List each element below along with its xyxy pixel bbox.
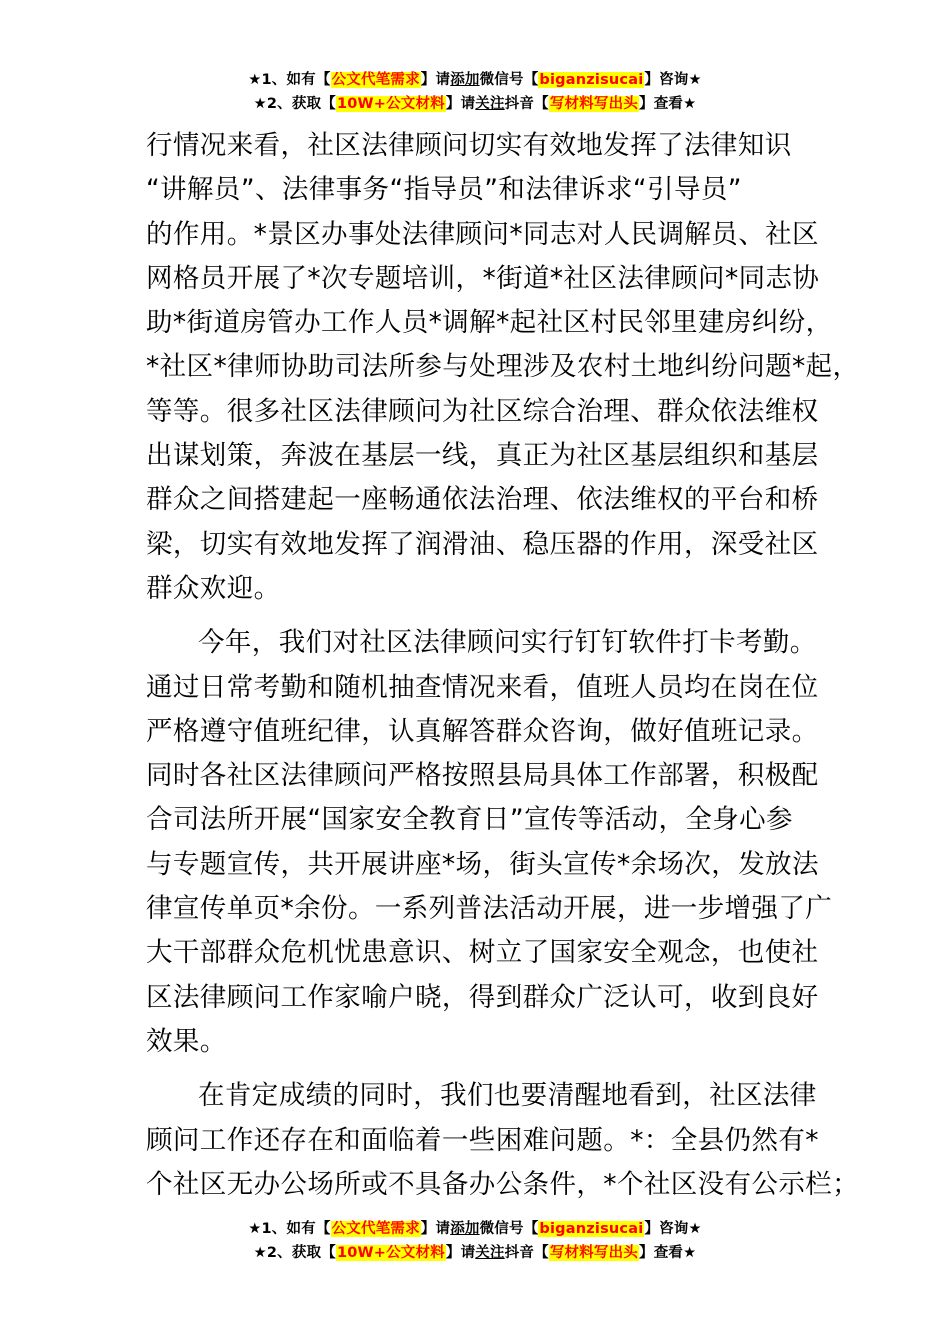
banner-highlight: 10W+公文材料 [336, 1245, 445, 1261]
paragraph [146, 1074, 860, 1207]
paragraph-line: *社区*律师协助司法所参与处理涉及农村土地纠纷问题*起， [146, 351, 860, 383]
banner-text: 】请 [445, 96, 476, 112]
footer-banner [0, 1217, 950, 1265]
paragraph-line: 律宣传单页*余份。一系列普法活动开展，进一步增强了广 [146, 893, 833, 925]
banner-underline: 关注 [475, 1245, 505, 1261]
document-body [146, 124, 860, 1207]
paragraph-line: 通过日常考勤和随机抽查情况来看，值班人员均在岗在位 [146, 671, 819, 703]
banner-text: 微信号【 [479, 72, 539, 88]
banner-underline: 添加 [450, 72, 480, 88]
paragraph-line: 同时各社区法律顾问严格按照县局具体工作部署，积极配 [146, 760, 819, 792]
banner-text: 】查看★ [639, 1245, 697, 1261]
paragraph-line: 网格员开展了*次专题培训，*街道*社区法律顾问*同志协 [146, 262, 820, 294]
banner-text: ★2、获取【 [253, 96, 336, 112]
banner-text: 】咨询★ [644, 1221, 702, 1237]
paragraph-line: 区法律顾问工作家喻户晓，得到群众广泛认可，收到良好 [146, 981, 819, 1013]
paragraph-line: 顾问工作还存在和面临着一些困难问题。*：全县仍然有* [146, 1124, 819, 1156]
banner-text: 微信号【 [479, 1221, 539, 1237]
paragraph-line: “讲解员”、法律事务“指导员”和法律诉求“引导员” [146, 174, 742, 206]
banner-text: ★1、如有【 [248, 1221, 331, 1237]
paragraph-gap [146, 611, 846, 621]
banner-text: 抖音【 [504, 1245, 549, 1261]
paragraph-line: 在肯定成绩的同时，我们也要清醒地看到，社区法律 [198, 1080, 817, 1112]
banner-line-2 [0, 92, 950, 116]
banner-line-2 [0, 1241, 950, 1265]
banner-text: ★2、获取【 [253, 1245, 336, 1261]
banner-underline: 添加 [450, 1221, 480, 1237]
header-banner [0, 68, 950, 116]
banner-text: 抖音【 [504, 96, 549, 112]
paragraph [146, 621, 846, 1064]
paragraph-line: 的作用。*景区办事处法律顾问*同志对人民调解员、社区 [146, 218, 819, 250]
banner-line-1 [0, 1217, 950, 1241]
banner-highlight: biganzisucai [539, 1221, 644, 1237]
paragraph-line: 等等。很多社区法律顾问为社区综合治理、群众依法维权 [146, 395, 819, 427]
paragraph-gap [146, 1064, 846, 1074]
paragraph-line: 严格遵守值班纪律，认真解答群众咨询，做好值班记录。 [146, 715, 819, 747]
paragraph-line: 合司法所开展“国家安全教育日”宣传等活动，全身心参 [146, 804, 793, 836]
paragraph-line: 群众欢迎。 [146, 572, 281, 604]
paragraph-line: 个社区无办公场所或不具备办公条件，*个社区没有公示栏； [146, 1168, 860, 1200]
paragraph-line: 行情况来看，社区法律顾问切实有效地发挥了法律知识 [146, 130, 792, 161]
banner-highlight: 写材料写出头 [549, 96, 639, 112]
paragraph-line: 效果。 [146, 1025, 227, 1057]
banner-highlight: 公文代笔需求 [331, 72, 420, 88]
paragraph-line: 群众之间搭建起一座畅通依法治理、依法维权的平台和桥 [146, 484, 819, 516]
paragraph-line: 大干部群众危机忧患意识、树立了国家安全观念，也使社 [146, 937, 819, 969]
banner-highlight: 10W+公文材料 [336, 96, 445, 112]
paragraph-line: 出谋划策，奔波在基层一线，真正为社区基层组织和基层 [146, 440, 819, 472]
banner-text: 】请 [445, 1245, 476, 1261]
paragraph-line: 与专题宣传，共开展讲座*场，街头宣传*余场次，发放法 [146, 848, 819, 880]
banner-highlight: 公文代笔需求 [331, 1221, 420, 1237]
banner-line-1 [0, 68, 950, 92]
paragraph-line: 今年，我们对社区法律顾问实行钉钉软件打卡考勤。 [198, 627, 817, 659]
banner-highlight: biganzisucai [539, 72, 644, 88]
banner-text: 】查看★ [639, 96, 697, 112]
paragraph-line: 助*街道房管办工作人员*调解*起社区村民邻里建房纠纷， [146, 307, 833, 339]
banner-text: ★1、如有【 [248, 72, 331, 88]
banner-underline: 关注 [475, 96, 505, 112]
banner-text: 】咨询★ [644, 72, 702, 88]
paragraph [146, 124, 860, 611]
paragraph-line: 梁，切实有效地发挥了润滑油、稳压器的作用，深受社区 [146, 528, 819, 560]
banner-text: 】请 [420, 72, 451, 88]
banner-text: 】请 [420, 1221, 451, 1237]
banner-highlight: 写材料写出头 [549, 1245, 639, 1261]
